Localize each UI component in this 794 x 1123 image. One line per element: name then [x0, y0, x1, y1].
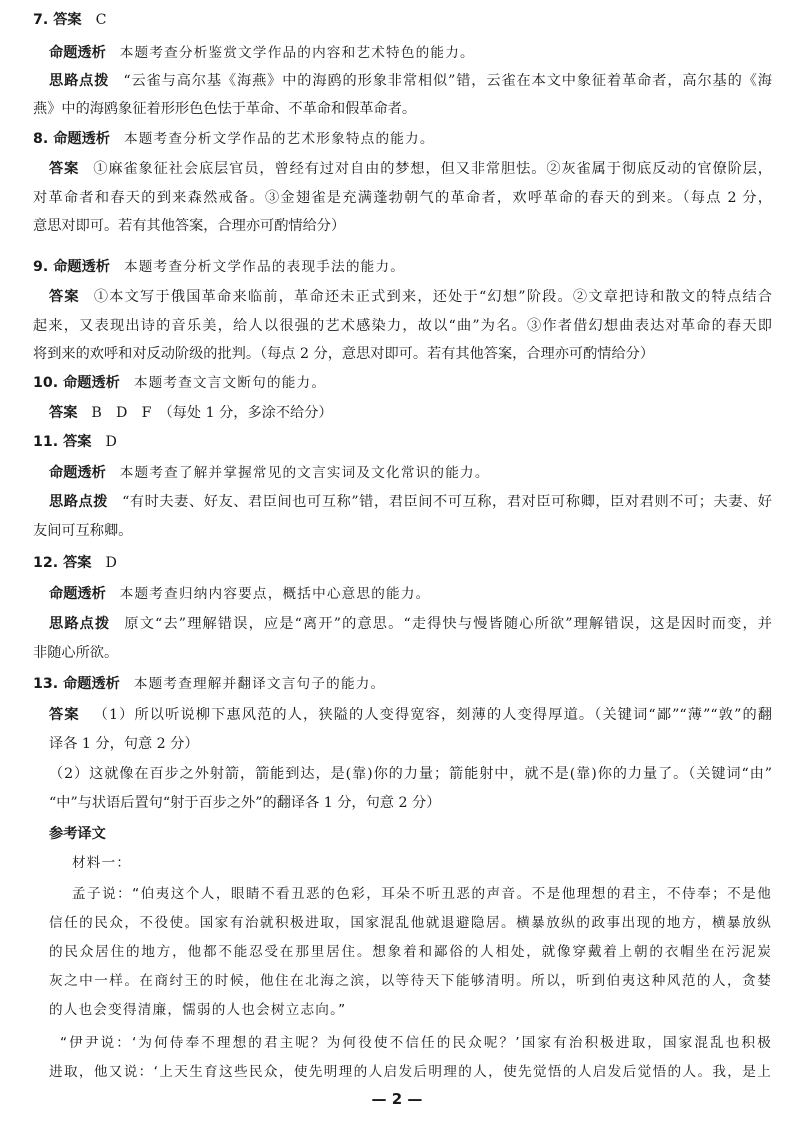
q13-answer-cont: 译各 1 分，句意 2 分） [49, 736, 199, 752]
q11-hint: 思路点拨 “有时夫妻、好友、君臣间也可互称”错，君臣间不可互称，君对臣可称卿，臣对君则不可；夫妻、好 [49, 494, 772, 510]
q12-heading: 12. 答案 D [33, 555, 117, 571]
q13-heading: 13. 命题透析 本题考查理解并翻译文言句子的能力。 [33, 676, 386, 692]
q8-heading: 8. 命题透析 本题考查分析文学作品的艺术形象特点的能力。 [33, 131, 435, 147]
q9-answer-cont: 起来，又表现出诗的音乐美，给人以很强的艺术感染力，故以“曲”为名。③作者借幻想曲表达对革命的春天即 [33, 318, 772, 334]
q7-hint: 思路点拨 “云雀与高尔基《海燕》中的海鸥的形象非常相似”错，云雀在本文中象征着革命者，高尔基的《海 [49, 73, 772, 89]
translation-p1-line: 灰之中一样。在商纣王的时候，他住在北海之滨，以等待天下能够清明。所以，听到伯夷这种风范的人，贪婪 [49, 973, 772, 989]
reference-translation-heading: 参考译文 [49, 826, 106, 842]
q11-hint-cont: 友间可互称卿。 [33, 523, 133, 539]
q8-answer-cont: 对革命者和春天的到来森然戒备。③金翅雀是充满蓬勃朝气的革命者，欢呼革命的春天的到来。（每点 2 分， [33, 190, 772, 206]
q11-heading: 11. 答案 D [33, 434, 117, 450]
q9-answer: 答案 ①本文写于俄国革命来临前，革命还未正式到来，还处于“幻想”阶段。②文章把诗和散文的特点结合 [49, 289, 772, 305]
translation-p2-line: “伊尹说：‘为何侍奉不理想的君主呢？为何役使不信任的民众呢？’国家有治积极进取，国家混乱也积极 [60, 1035, 772, 1051]
q12-hint: 思路点拨 原文“去”理解错误，应是“离开”的意思。“走得快与慢皆随心所欲”理解错误，这是因时而变，并 [49, 616, 772, 632]
q9-heading: 9. 命题透析 本题考查分析文学作品的表现手法的能力。 [33, 259, 406, 275]
translation-p1-line: 孟子说：“伯夷这个人，眼睛不看丑恶的色彩，耳朵不听丑恶的声音。不是他理想的君主，不侍奉；不是他 [72, 886, 772, 902]
q7-heading: 7. 答案 C [33, 12, 107, 28]
page-number: — 2 — [371, 1090, 423, 1108]
q13-answer: 答案 （1）所以听说柳下惠风范的人，狭隘的人变得宽容，刻薄的人变得厚道。（关键词“鄙”“薄”“敦”的翻 [49, 707, 772, 723]
q11-analysis: 命题透析 本题考查了解并掌握常见的文言实词及文化常识的能力。 [49, 465, 490, 481]
q12-hint-cont: 非随心所欲。 [33, 645, 119, 661]
q10-answer: 答案 B D F （每处 1 分，多涂不给分） [49, 405, 333, 421]
q12-analysis: 命题透析 本题考查归纳内容要点，概括中心意思的能力。 [49, 586, 431, 602]
translation-p1-line: 的人也会变得清廉，懦弱的人也会树立志向。” [49, 1002, 347, 1018]
translation-p1-line: 的民众居住的地方，他都不能忍受在那里居住。想象着和鄙俗的人相处，就像穿戴着上朝的衣帽坐在污泥炭 [49, 944, 772, 960]
q9-answer-cont2: 将到来的欢呼和对反动阶级的批判。（每点 2 分，意思对即可。若有其他答案，合理亦可酌情给分） [33, 346, 655, 362]
q13-answer-2-cont: “中”与状语后置句“射于百步之外”的翻译各 1 分，句意 2 分） [49, 795, 441, 811]
q7-hint-cont: 燕》中的海鸥象征着形形色色怯于革命、不革命和假革命者。 [33, 101, 417, 117]
q8-answer: 答案 ①麻雀象征社会底层官员，曾经有过对自由的梦想，但又非常胆怯。②灰雀属于彻底反动的官僚阶层， [49, 161, 772, 177]
q13-answer-2: （2）这就像在百步之外射箭，箭能到达，是(靠)你的力量；箭能射中，就不是(靠)你的力量了。（关键词“由” [49, 766, 772, 782]
q10-heading: 10. 命题透析 本题考查文言文断句的能力。 [33, 375, 327, 391]
material-label: 材料一： [72, 855, 132, 871]
translation-p1-line: 信任的民众，不役使。国家有治就积极进取，国家混乱他就退避隐居。横暴放纵的政事出现的地方，横暴放纵 [49, 915, 772, 931]
q7-analysis: 命题透析 本题考查分析鉴赏文学作品的内容和艺术特色的能力。 [49, 45, 475, 61]
q8-answer-cont2: 意思对即可。若有其他答案，合理亦可酌情给分） [33, 218, 346, 234]
translation-p2-line: 进取，他又说：‘上天生育这些民众，使先明理的人启发后明理的人，使先觉悟的人启发后觉悟的人。我，是上 [49, 1064, 772, 1080]
